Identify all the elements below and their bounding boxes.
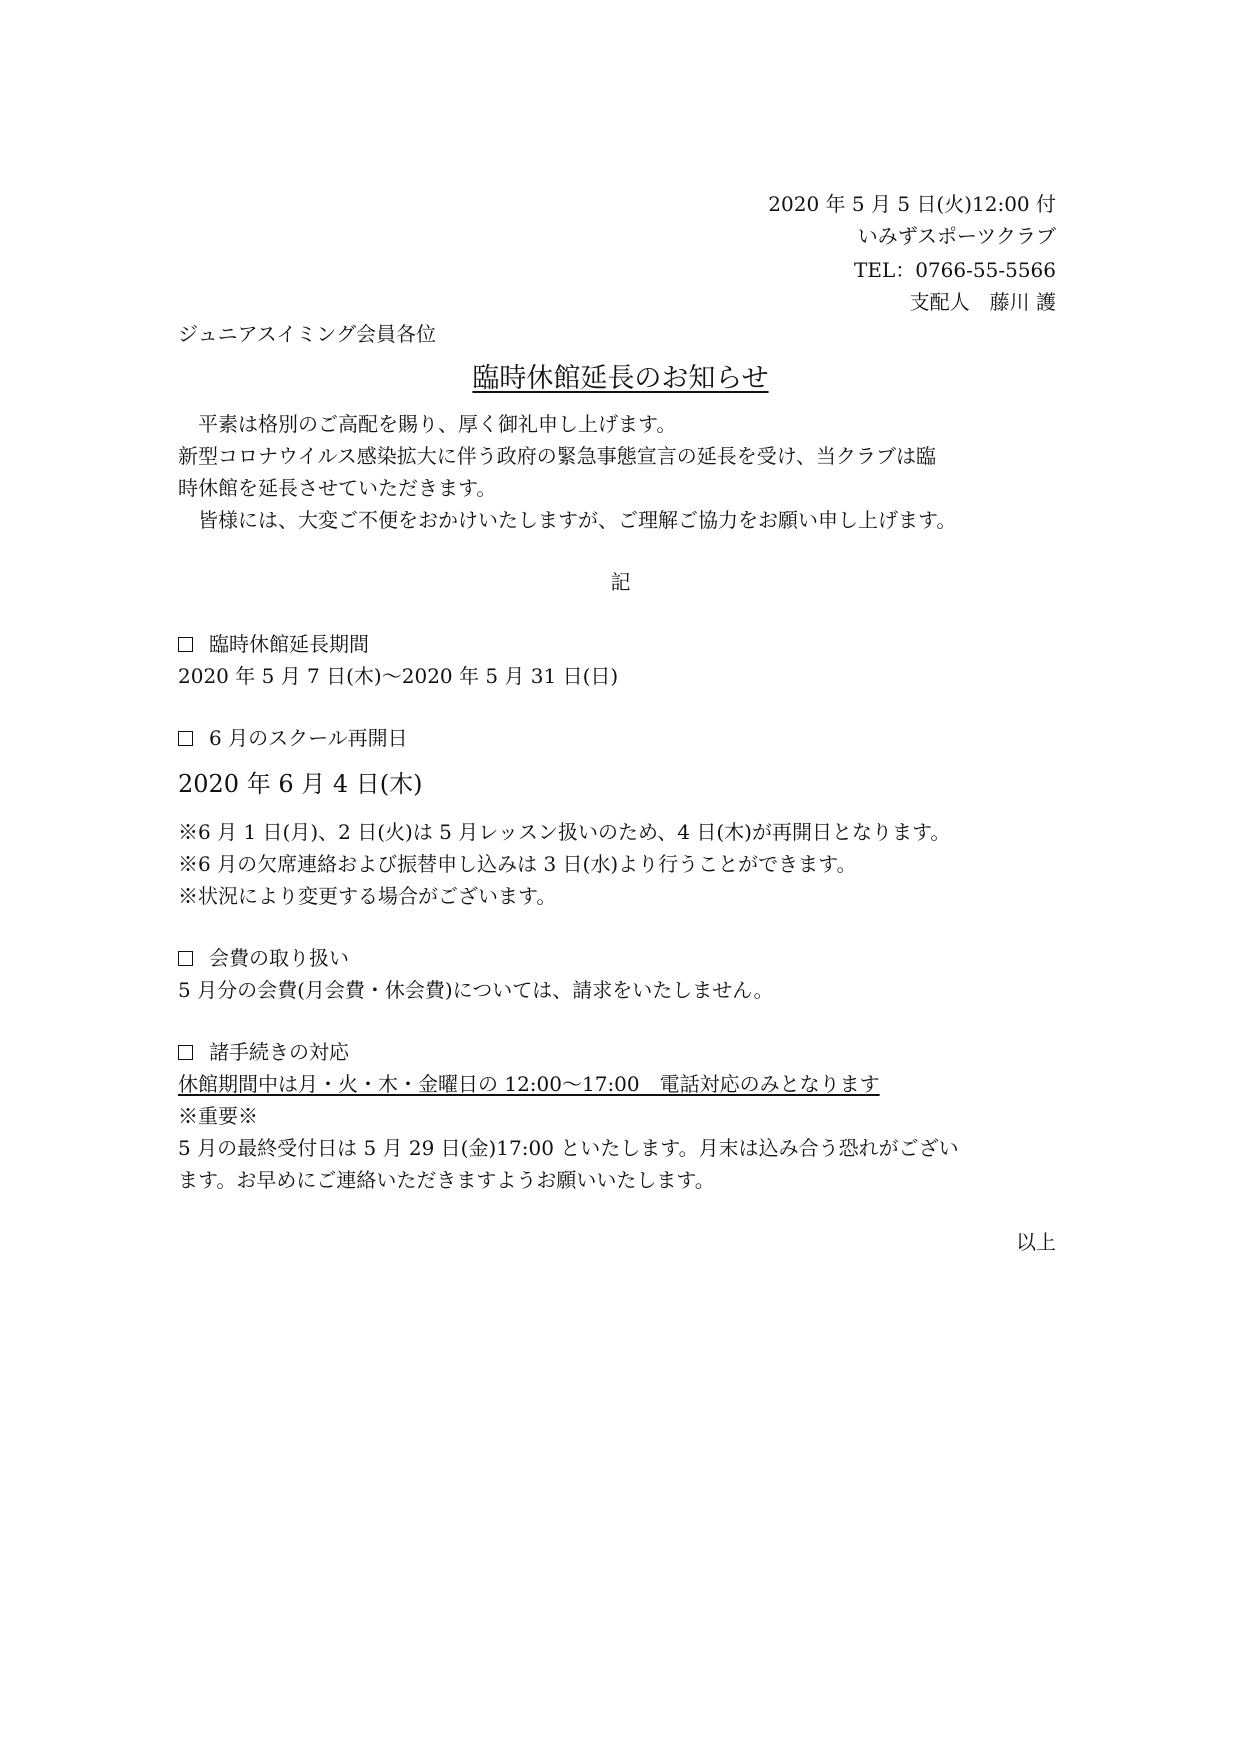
club-phone: TEL：0766-55-5566 [854,258,1056,282]
section-reopen-title: 6 月のスクール再開日 [209,726,408,750]
body-line-2: 新型コロナウイルス感染拡大に伴う政府の緊急事態宣言の延長を受け、当クラブは臨 [178,444,936,468]
reopen-note-3: ※状況により変更する場合がございます。 [178,884,557,908]
procedures-text-2: ます。お早めにご連絡いただきますようお願いいたします。 [178,1168,715,1192]
manager-name: 支配人 藤川 護 [909,290,1056,314]
section-closure-heading [178,628,369,657]
page-title: 臨時休館延長のお知らせ [472,363,769,394]
section-procedures-heading [178,1036,349,1065]
fees-text: 5 月分の会費(月会費・休会費)については、請求をいたしません。 [178,978,774,1002]
closing: 以上 [1016,1230,1056,1254]
section-reopen-heading [178,722,408,751]
body-line-4: 皆様には、大変ご不便をおかけいたしますが、ご理解ご協力をお願い申し上げます。 [198,508,957,532]
section-closure-title: 臨時休館延長期間 [209,632,369,656]
checkbox-icon [178,951,193,966]
body-line-1: 平素は格別のご高配を賜り、厚く御礼申し上げます。 [198,412,677,436]
procedures-hours: 休館期間中は月・火・木・金曜日の 12:00～17:00 電話対応のみとなります [178,1072,880,1096]
section-fees-heading [178,942,349,971]
reopen-note-2: ※6 月の欠席連絡および振替申し込みは 3 日(水)より行うことができます。 [178,852,857,876]
procedures-text-1: 5 月の最終受付日は 5 月 29 日(金)17:00 といたします。月末は込み合う恐れがござい [178,1136,959,1160]
section-procedures-title: 諸手続きの対応 [209,1040,349,1064]
important-label: ※重要※ [178,1104,258,1128]
section-fees-title: 会費の取り扱い [209,946,349,970]
checkbox-icon [178,731,193,746]
checkbox-icon [178,1045,193,1060]
recipient: ジュニアスイミング会員各位 [178,322,436,346]
closure-period: 2020 年 5 月 7 日(木)～2020 年 5 月 31 日(日) [178,664,619,688]
body-line-3: 時休館を延長させていただきます。 [178,476,497,500]
reopen-date: 2020 年 6 月 4 日(木) [178,770,423,798]
reopen-note-1: ※6 月 1 日(月)、2 日(火)は 5 月レッスン扱いのため、4 日(木)が再開日となります。 [178,820,951,844]
ki-marker: 記 [610,570,631,594]
club-name: いみずスポーツクラブ [857,224,1056,248]
checkbox-icon [178,637,193,652]
issue-date: 2020 年 5 月 5 日(火)12:00 付 [768,192,1056,216]
